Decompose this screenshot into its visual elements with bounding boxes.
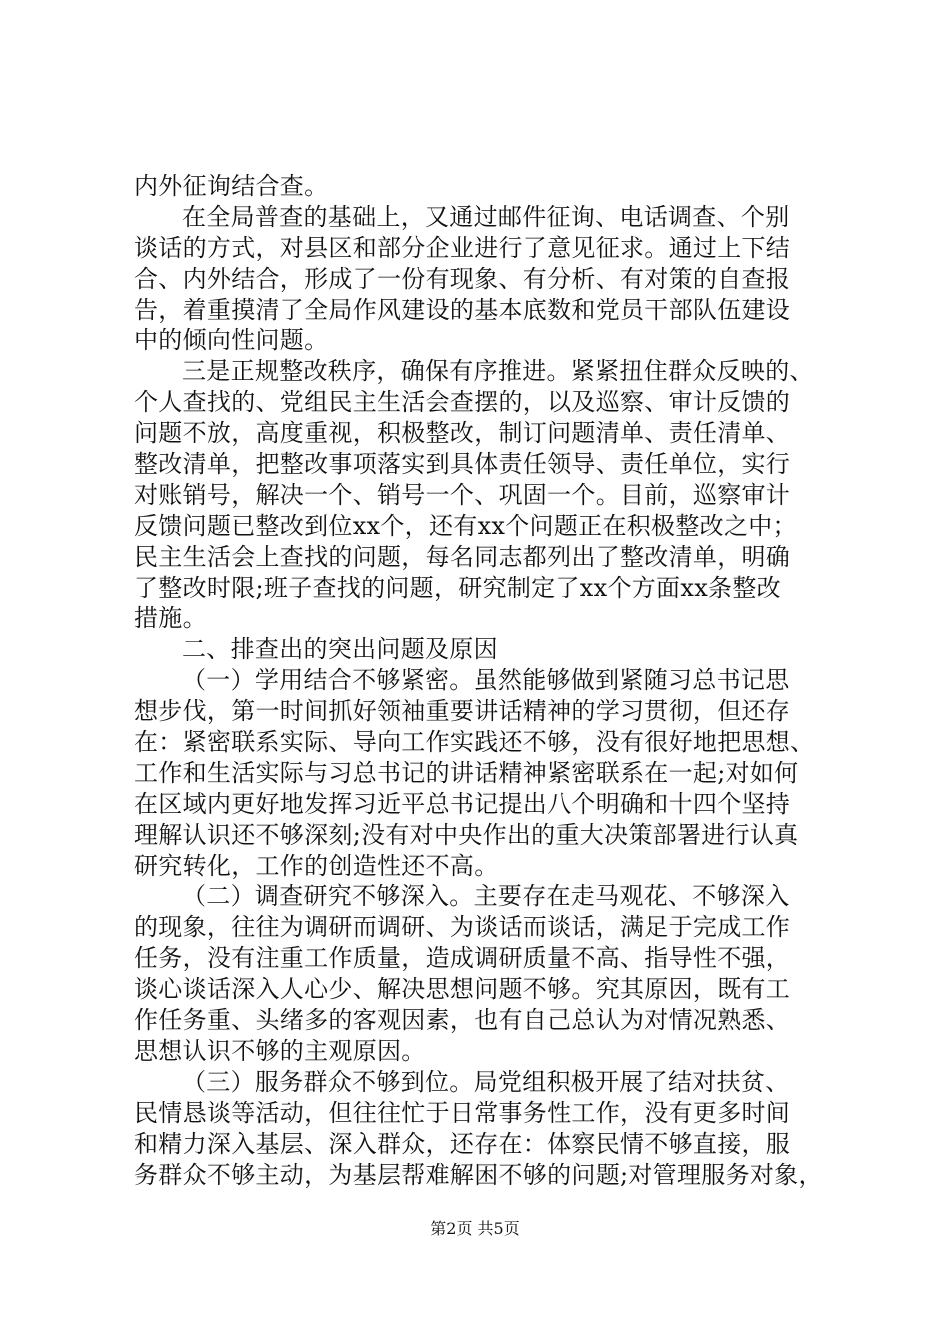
text-line: 二、排查出的突出问题及原因 bbox=[182, 635, 498, 664]
text-line: 反馈问题已整改到位xx个，还有xx个问题正在积极整改之中； bbox=[134, 511, 797, 540]
text-line: 谈话的方式，对县区和部分企业进行了意见征求。通过上下结 bbox=[134, 233, 791, 262]
text-line: 问题不放，高度重视，积极整改，制订问题清单、责任清单、 bbox=[134, 419, 791, 448]
document-body bbox=[134, 171, 834, 1190]
page-footer: 第2页 共5页 bbox=[430, 1219, 520, 1238]
text-line: 作任务重、头绪多的客观因素，也有自己总认为对情况熟悉、 bbox=[134, 1006, 791, 1035]
text-line: 合、内外结合，形成了一份有现象、有分析、有对策的自查报 bbox=[134, 264, 791, 293]
text-line: 思想认识不够的主观原因。 bbox=[134, 1036, 426, 1065]
text-line: 三是正规整改秩序，确保有序推进。紧紧扭住群众反映的、 bbox=[182, 357, 814, 386]
text-line: 理解认识还不够深刻;没有对中央作出的重大决策部署进行认真 bbox=[134, 820, 799, 849]
text-line: （三）服务群众不够到位。局党组积极开展了结对扶贫、 bbox=[182, 1067, 790, 1096]
text-line: 工作和生活实际与习总书记的讲话精神紧密联系在一起;对如何 bbox=[134, 758, 799, 787]
text-line: 民主生活会上查找的问题，每名同志都列出了整改清单，明确 bbox=[134, 542, 791, 571]
text-line: 谈心谈话深入人心少、解决思想问题不够。究其原因，既有工 bbox=[134, 975, 791, 1004]
text-line: 个人查找的、党组民主生活会查摆的，以及巡察、审计反馈的 bbox=[134, 388, 791, 417]
text-line: 措施。 bbox=[134, 604, 207, 633]
text-line: 在全局普查的基础上，又通过邮件征询、电话调查、个别 bbox=[182, 202, 790, 231]
text-line: 内外征询结合查。 bbox=[134, 172, 329, 200]
text-line: 了整改时限;班子查找的问题，研究制定了xx个方面xx条整改 bbox=[134, 573, 781, 602]
text-line: 民情恳谈等活动，但往往忙于日常事务性工作，没有更多时间 bbox=[134, 1098, 791, 1127]
text-line: 在区域内更好地发挥习近平总书记提出八个明确和十四个坚持 bbox=[134, 789, 791, 818]
text-line: （二）调查研究不够深入。主要存在走马观花、不够深入 bbox=[182, 882, 790, 911]
text-line: 告，着重摸清了全局作风建设的基本底数和党员干部队伍建设 bbox=[134, 295, 791, 324]
text-line: 务群众不够主动，为基层帮难解困不够的问题;对管理服务对象， bbox=[134, 1160, 823, 1189]
text-line: （一）学用结合不够紧密。虽然能够做到紧随习总书记思 bbox=[182, 666, 790, 695]
text-line: 任务，没有注重工作质量，造成调研质量不高、指导性不强， bbox=[134, 944, 791, 973]
text-line: 整改清单，把整改事项落实到具体责任领导、责任单位，实行 bbox=[134, 450, 791, 479]
text-line: 对账销号，解决一个、销号一个、巩固一个。目前，巡察审计 bbox=[134, 480, 791, 509]
text-line: 和精力深入基层、深入群众，还存在：体察民情不够直接，服 bbox=[134, 1129, 791, 1158]
text-line: 想步伐，第一时间抓好领袖重要讲话精神的学习贯彻，但还存 bbox=[134, 697, 791, 726]
text-line: 的现象，往往为调研而调研、为谈话而谈话，满足于完成工作 bbox=[134, 913, 791, 942]
text-line: 中的倾向性问题。 bbox=[134, 326, 329, 355]
text-line: 研究转化，工作的创造性还不高。 bbox=[134, 851, 499, 880]
text-line: 在：紧密联系实际、导向工作实践还不够，没有很好地把思想、 bbox=[134, 728, 815, 757]
